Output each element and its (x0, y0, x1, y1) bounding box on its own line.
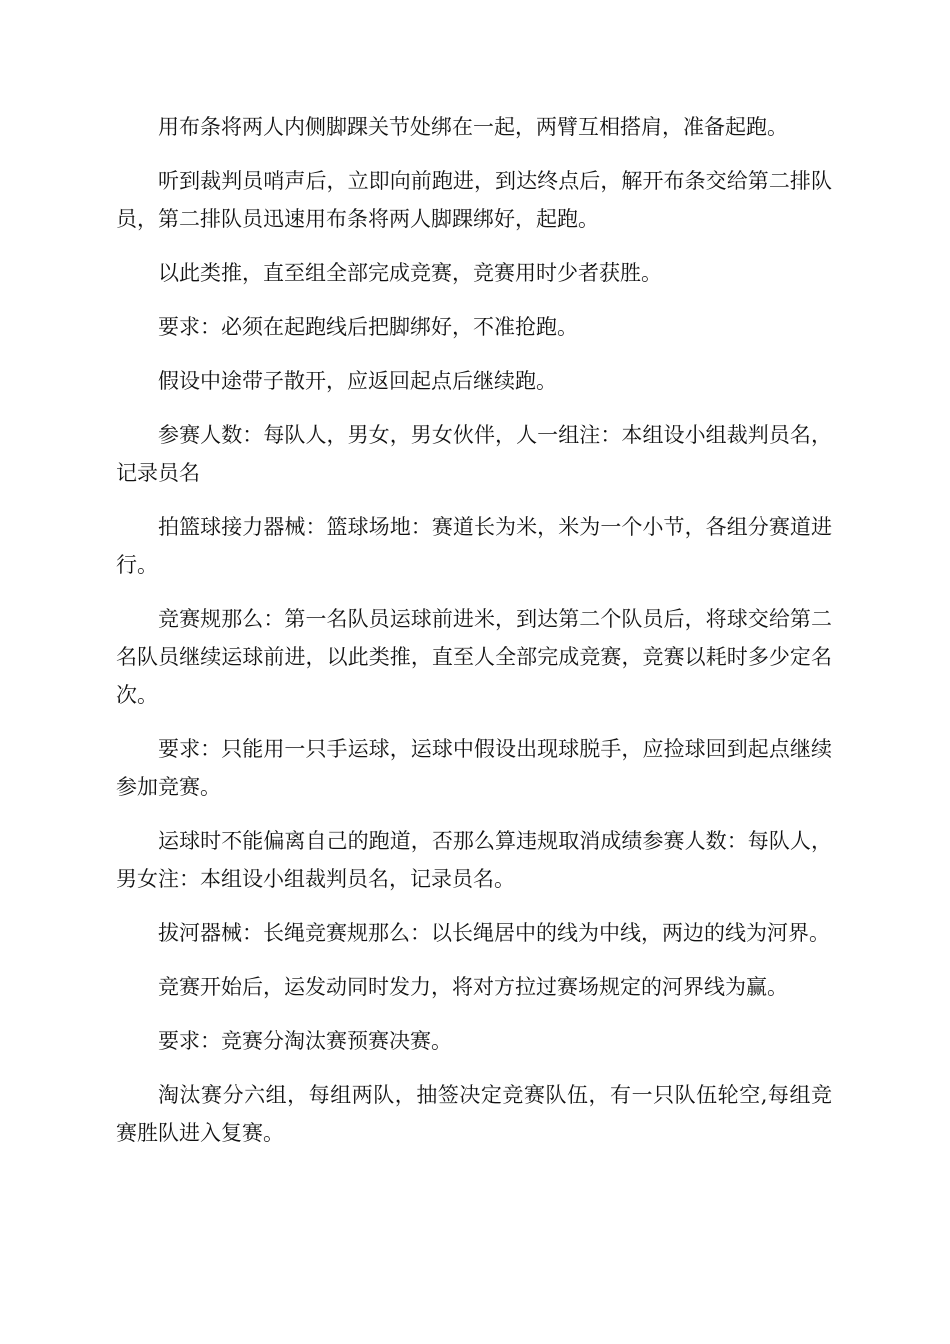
paragraph-8: 竞赛规那么：第一名队员运球前进米，到达第二个队员后，将球交给第二名队员继续运球前进，以此类推，直至人全部完成竞赛，竞赛以耗时多少定名次。 (116, 607, 832, 707)
paragraph-6: 参赛人数：每队人，男女，男女伙伴，人一组注：本组设小组裁判员名，记录员名 (116, 423, 832, 485)
paragraph-10: 运球时不能偏离自己的跑道，否那么算违规取消成绩参赛人数：每队人，男女注：本组设小组裁判员名，记录员名。 (116, 829, 832, 891)
paragraph-1: 用布条将两人内侧脚踝关节处绑在一起，两臂互相搭肩，准备起跑。 (158, 115, 788, 139)
paragraph-4: 要求：必须在起跑线后把脚绑好，不准抢跑。 (158, 315, 578, 339)
paragraph-14: 淘汰赛分六组，每组两队，抽签决定竞赛队伍，有一只队伍轮空,每组竞赛胜队进入复赛。 (116, 1083, 832, 1145)
paragraph-13: 要求：竞赛分淘汰赛预赛决赛。 (158, 1029, 452, 1053)
paragraph-9: 要求：只能用一只手运球，运球中假设出现球脱手，应捡球回到起点继续参加竞赛。 (116, 737, 832, 799)
paragraph-12: 竞赛开始后，运发动同时发力，将对方拉过赛场规定的河界线为赢。 (158, 975, 788, 999)
paragraph-2: 听到裁判员哨声后，立即向前跑进，到达终点后，解开布条交给第二排队员，第二排队员迅速用布条将两人脚踝绑好，起跑。 (116, 169, 832, 231)
paragraph-3: 以此类推，直至组全部完成竞赛，竞赛用时少者获胜。 (158, 261, 662, 285)
document-body (116, 108, 832, 1168)
paragraph-7: 拍篮球接力器械：篮球场地：赛道长为米，米为一个小节，各组分赛道进行。 (116, 515, 832, 577)
paragraph-11: 拔河器械：长绳竞赛规那么：以长绳居中的线为中线，两边的线为河界。 (158, 921, 830, 945)
paragraph-5: 假设中途带子散开，应返回起点后继续跑。 (158, 369, 557, 393)
